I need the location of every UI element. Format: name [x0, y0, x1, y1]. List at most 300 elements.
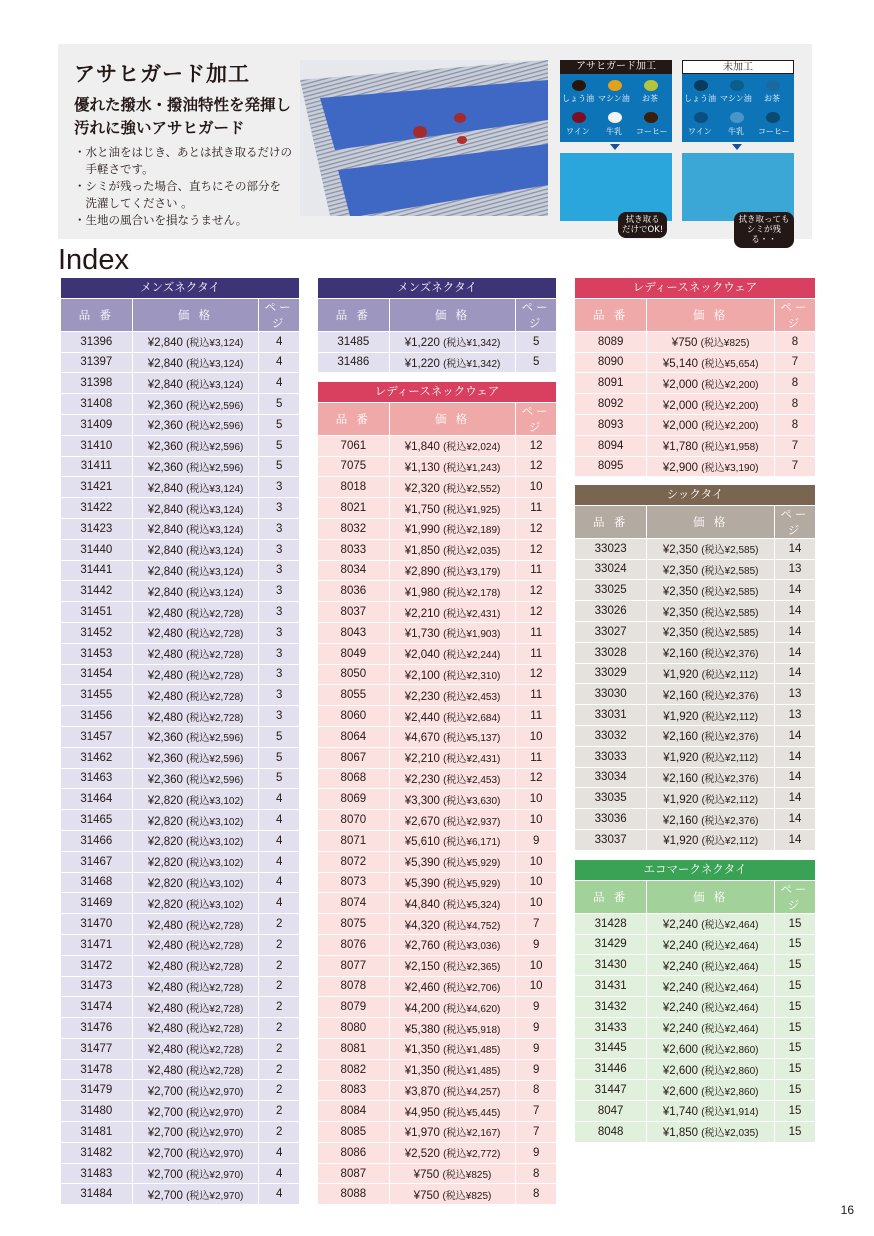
- item-price: [132, 643, 259, 664]
- item-code: 33034: [575, 767, 647, 788]
- page-number: 16: [840, 1203, 854, 1217]
- catalog-page: 3: [259, 518, 300, 539]
- item-code: 8076: [318, 934, 390, 955]
- price-with-tax: (税込¥2,772): [443, 1149, 501, 1161]
- promo-bullet: 洗濯してください 。: [74, 196, 193, 210]
- price-value: ¥2,820: [147, 815, 183, 828]
- item-price: [647, 1121, 775, 1142]
- item-price: [647, 1017, 775, 1038]
- table-row: [318, 685, 557, 706]
- price-value: ¥2,840: [147, 524, 183, 537]
- col-header-code: 品 番: [61, 298, 133, 331]
- price-value: ¥4,950: [404, 1106, 440, 1119]
- treated-result-line: だけでOK!: [622, 225, 664, 235]
- item-price: [132, 373, 259, 394]
- item-price: [389, 1142, 516, 1163]
- stain-label: ワイン: [566, 127, 590, 136]
- item-code: 33024: [575, 559, 647, 580]
- table-row: [575, 456, 816, 477]
- item-price: [647, 996, 775, 1017]
- catalog-page: 3: [259, 581, 300, 602]
- table-row: [318, 830, 557, 851]
- price-with-tax: (税込¥2,937): [443, 816, 501, 828]
- treated-label: アサヒガード加工: [560, 60, 672, 74]
- item-price: [389, 643, 516, 664]
- item-price: [647, 1059, 775, 1080]
- catalog-page: 10: [516, 976, 557, 997]
- table-row: [318, 664, 557, 685]
- price-value: ¥3,870: [404, 1085, 440, 1098]
- ladies-neckwear-table-2: [574, 277, 816, 477]
- item-price: [132, 747, 259, 768]
- price-value: ¥2,240: [662, 939, 699, 952]
- catalog-page: 3: [259, 477, 300, 498]
- item-price: [647, 788, 775, 809]
- catalog-page: 12: [516, 456, 557, 477]
- item-code: 31445: [575, 1038, 647, 1059]
- untreated-label: 未加工: [682, 60, 794, 74]
- price-with-tax: (税込¥1,342): [443, 338, 501, 350]
- price-value: ¥2,700: [147, 1169, 183, 1182]
- table-row: [61, 1184, 300, 1205]
- item-code: 31456: [61, 706, 133, 727]
- table-row: [318, 997, 557, 1018]
- price-value: ¥2,100: [404, 669, 440, 682]
- price-with-tax: (税込¥2,728): [186, 1024, 244, 1036]
- stain-label: 牛乳: [606, 127, 622, 136]
- price-with-tax: (税込¥2,596): [186, 733, 244, 745]
- price-value: ¥2,840: [147, 586, 183, 599]
- price-value: ¥2,600: [662, 1085, 699, 1098]
- index-title: Index: [58, 244, 129, 276]
- item-price: [132, 768, 259, 789]
- table-row: [575, 1059, 816, 1080]
- price-with-tax: (税込¥825): [442, 1190, 492, 1202]
- table-header-row: [61, 298, 300, 331]
- tea-drop: [644, 80, 658, 91]
- price-with-tax: (税込¥2,112): [701, 836, 759, 848]
- table-row: [61, 851, 300, 872]
- price-with-tax: (税込¥2,112): [701, 794, 759, 806]
- col-header-page: ページ: [516, 298, 557, 331]
- price-value: ¥2,360: [147, 773, 183, 786]
- price-value: ¥2,840: [147, 337, 183, 350]
- price-with-tax: (税込¥2,860): [701, 1086, 759, 1098]
- catalog-page: 8: [775, 331, 816, 352]
- table-row: [318, 851, 557, 872]
- catalog-page: 5: [259, 768, 300, 789]
- item-code: 33029: [575, 663, 647, 684]
- item-code: 8080: [318, 1018, 390, 1039]
- table-row: [61, 664, 300, 685]
- item-price: [647, 705, 775, 726]
- catalog-page: 14: [775, 809, 816, 830]
- price-value: ¥2,480: [147, 1065, 183, 1078]
- item-code: 31422: [61, 498, 133, 519]
- catalog-page: 11: [516, 643, 557, 664]
- item-code: 8043: [318, 622, 390, 643]
- price-value: ¥2,160: [662, 772, 699, 785]
- item-price: [132, 934, 259, 955]
- item-code: 31477: [61, 1038, 133, 1059]
- table-row: [575, 996, 816, 1017]
- table-row: [318, 435, 557, 456]
- table-row: [61, 1080, 300, 1101]
- item-code: 31451: [61, 602, 133, 623]
- catalog-page: 15: [775, 1121, 816, 1142]
- item-code: 8084: [318, 1101, 390, 1122]
- price-with-tax: (税込¥2,728): [186, 920, 244, 932]
- price-value: ¥2,480: [147, 919, 183, 932]
- item-code: 31454: [61, 664, 133, 685]
- price-value: ¥2,480: [147, 1002, 183, 1015]
- promo-bullet: ・生地の風合いを損なうません。: [74, 213, 248, 227]
- item-code: 31455: [61, 685, 133, 706]
- price-value: ¥750: [413, 1169, 440, 1182]
- price-with-tax: (税込¥2,970): [186, 1128, 244, 1140]
- price-with-tax: (税込¥2,970): [186, 1107, 244, 1119]
- price-value: ¥1,920: [663, 752, 699, 765]
- item-code: 31486: [318, 352, 390, 373]
- item-code: 31408: [61, 394, 133, 415]
- item-price: [132, 726, 259, 747]
- item-code: 31485: [318, 331, 390, 352]
- price-with-tax: (税込¥2,728): [186, 962, 244, 974]
- item-code: 31480: [61, 1101, 133, 1122]
- item-price: [389, 435, 516, 456]
- price-with-tax: (税込¥2,585): [701, 545, 759, 557]
- price-with-tax: (税込¥2,464): [701, 940, 759, 952]
- price-value: ¥1,850: [404, 545, 440, 558]
- table-caption: レディースネックウェア: [318, 382, 557, 403]
- catalog-page: 7: [775, 352, 816, 373]
- item-price: [132, 1122, 259, 1143]
- price-value: ¥2,480: [147, 649, 183, 662]
- stain-label: しょう油: [562, 94, 594, 103]
- catalog-page: 10: [516, 872, 557, 893]
- table-row: [575, 934, 816, 955]
- item-price: [132, 560, 259, 581]
- catalog-page: 15: [775, 1017, 816, 1038]
- price-with-tax: (税込¥2,024): [443, 442, 501, 454]
- mens-tie-table: [60, 277, 300, 1205]
- item-code: 31421: [61, 477, 133, 498]
- table-row: [318, 602, 557, 623]
- table-row: [61, 810, 300, 831]
- price-value: ¥5,390: [404, 877, 440, 890]
- catalog-page: 7: [516, 914, 557, 935]
- untreated-result-image: [682, 153, 794, 221]
- item-code: 31470: [61, 914, 133, 935]
- item-code: 8074: [318, 893, 390, 914]
- table-row: [575, 746, 816, 767]
- item-code: 31440: [61, 539, 133, 560]
- promo-bullet: ・水と油をはじき、あとは拭き取るだけの: [74, 145, 293, 159]
- catalog-page: 2: [259, 1018, 300, 1039]
- price-with-tax: (税込¥4,620): [443, 1003, 501, 1015]
- item-code: 31484: [61, 1184, 133, 1205]
- item-code: 8033: [318, 539, 390, 560]
- catalog-page: 14: [775, 788, 816, 809]
- table-row: [575, 538, 816, 559]
- chic-tie-table: [574, 484, 816, 851]
- table-row: [318, 747, 557, 768]
- item-price: [132, 1184, 259, 1205]
- catalog-page: 2: [259, 976, 300, 997]
- price-with-tax: (税込¥2,970): [186, 1170, 244, 1182]
- catalog-page: 12: [516, 581, 557, 602]
- price-with-tax: (税込¥2,728): [186, 941, 244, 953]
- catalog-page: 8: [516, 1163, 557, 1184]
- catalog-page: 5: [259, 456, 300, 477]
- table-row: [575, 684, 816, 705]
- item-code: 31469: [61, 893, 133, 914]
- price-value: ¥2,480: [147, 711, 183, 724]
- catalog-page: 2: [259, 1080, 300, 1101]
- price-value: ¥1,920: [663, 668, 699, 681]
- price-with-tax: (税込¥5,324): [443, 899, 501, 911]
- catalog-page: 7: [516, 1101, 557, 1122]
- catalog-page: 4: [259, 331, 300, 352]
- item-price: [647, 538, 775, 559]
- table-row: [318, 498, 557, 519]
- col-header-price: 価 格: [389, 298, 516, 331]
- machine-oil-drop: [730, 80, 744, 91]
- item-price: [132, 664, 259, 685]
- table-row: [575, 373, 816, 394]
- item-price: [389, 1038, 516, 1059]
- price-with-tax: (税込¥4,752): [443, 920, 501, 932]
- catalog-page: 8: [775, 373, 816, 394]
- item-code: 31409: [61, 414, 133, 435]
- price-with-tax: (税込¥2,728): [186, 1066, 244, 1078]
- item-price: [647, 414, 775, 435]
- price-value: ¥2,360: [147, 732, 183, 745]
- item-price: [647, 559, 775, 580]
- item-code: 31468: [61, 872, 133, 893]
- table-row: [575, 829, 816, 850]
- item-code: 8064: [318, 726, 390, 747]
- item-code: 8089: [575, 331, 647, 352]
- catalog-page: 4: [259, 373, 300, 394]
- item-price: [389, 955, 516, 976]
- price-value: ¥2,210: [404, 607, 440, 620]
- catalog-page: 4: [259, 1163, 300, 1184]
- item-price: [389, 602, 516, 623]
- catalog-page: 9: [516, 997, 557, 1018]
- catalog-page: 14: [775, 663, 816, 684]
- item-code: 33026: [575, 601, 647, 622]
- item-code: 31478: [61, 1059, 133, 1080]
- item-code: 31481: [61, 1122, 133, 1143]
- item-price: [389, 477, 516, 498]
- price-with-tax: (税込¥2,596): [186, 754, 244, 766]
- item-code: 8047: [575, 1100, 647, 1121]
- price-value: ¥2,840: [147, 565, 183, 578]
- item-price: [389, 810, 516, 831]
- item-price: [132, 1018, 259, 1039]
- price-value: ¥1,130: [404, 461, 440, 474]
- item-code: 8071: [318, 830, 390, 851]
- stain-label: お茶: [642, 94, 658, 103]
- price-with-tax: (税込¥1,903): [443, 629, 501, 641]
- catalog-page: 8: [516, 1080, 557, 1101]
- item-code: 31410: [61, 435, 133, 456]
- item-code: 31465: [61, 810, 133, 831]
- promo-headline-line: 優れた撥水・撥油特性を発揮し: [74, 96, 292, 114]
- catalog-page: 10: [516, 477, 557, 498]
- col-header-price: 価 格: [647, 505, 775, 538]
- item-code: 8088: [318, 1184, 390, 1205]
- promo-headline: [74, 94, 291, 140]
- table-caption: レディースネックウェア: [575, 278, 816, 299]
- catalog-page: 3: [259, 560, 300, 581]
- price-value: ¥2,320: [404, 482, 440, 495]
- price-value: ¥5,610: [404, 836, 440, 849]
- price-with-tax: (税込¥1,342): [443, 358, 501, 370]
- price-with-tax: (税込¥3,102): [186, 878, 244, 890]
- item-price: [132, 1059, 259, 1080]
- item-code: 31476: [61, 1018, 133, 1039]
- price-value: ¥2,700: [147, 1189, 183, 1202]
- price-with-tax: (税込¥2,431): [443, 754, 501, 766]
- price-with-tax: (税込¥2,464): [701, 1003, 759, 1015]
- item-code: 31479: [61, 1080, 133, 1101]
- item-price: [647, 456, 775, 477]
- price-value: ¥2,240: [662, 1023, 699, 1036]
- item-price: [389, 1122, 516, 1143]
- table-row: [318, 1101, 557, 1122]
- item-code: 8075: [318, 914, 390, 935]
- catalog-page: 9: [516, 830, 557, 851]
- item-price: [132, 622, 259, 643]
- price-with-tax: (税込¥2,596): [186, 774, 244, 786]
- table-row: [61, 914, 300, 935]
- catalog-page: 10: [516, 726, 557, 747]
- item-price: [132, 498, 259, 519]
- item-price: [389, 622, 516, 643]
- table-row: [61, 435, 300, 456]
- catalog-page: 11: [516, 560, 557, 581]
- price-with-tax: (税込¥3,124): [186, 338, 244, 350]
- stain-label: しょう油: [684, 94, 716, 103]
- item-price: [647, 642, 775, 663]
- item-code: 8070: [318, 810, 390, 831]
- catalog-page: 13: [775, 684, 816, 705]
- item-code: 8077: [318, 955, 390, 976]
- item-code: 8036: [318, 581, 390, 602]
- treated-result-line: 拭き取る: [625, 215, 660, 225]
- down-arrow-icon: [732, 144, 742, 150]
- item-price: [389, 1163, 516, 1184]
- price-value: ¥2,700: [147, 1148, 183, 1161]
- item-code: 8050: [318, 664, 390, 685]
- soy-sauce-drop: [572, 80, 586, 91]
- catalog-page: 15: [775, 1100, 816, 1121]
- table-row: [318, 456, 557, 477]
- table-row: [575, 788, 816, 809]
- price-value: ¥2,480: [147, 607, 183, 620]
- item-code: 33028: [575, 642, 647, 663]
- catalog-page: 15: [775, 955, 816, 976]
- price-value: ¥2,480: [147, 940, 183, 953]
- col-header-page: ページ: [516, 402, 557, 435]
- item-price: [647, 913, 775, 934]
- item-code: 8078: [318, 976, 390, 997]
- price-value: ¥2,360: [147, 441, 183, 454]
- table-row: [575, 1080, 816, 1101]
- item-price: [389, 726, 516, 747]
- catalog-page: 3: [259, 602, 300, 623]
- item-code: 8072: [318, 851, 390, 872]
- catalog-page: 14: [775, 725, 816, 746]
- item-code: 31442: [61, 581, 133, 602]
- price-value: ¥2,840: [147, 503, 183, 516]
- table-row: [61, 477, 300, 498]
- price-with-tax: (税込¥2,464): [701, 920, 759, 932]
- catalog-page: 8: [775, 414, 816, 435]
- item-price: [389, 872, 516, 893]
- item-code: 31428: [575, 913, 647, 934]
- price-with-tax: (税込¥2,167): [443, 1128, 501, 1140]
- catalog-page: 15: [775, 996, 816, 1017]
- price-with-tax: (税込¥3,124): [186, 379, 244, 391]
- price-with-tax: (税込¥3,179): [443, 566, 501, 578]
- catalog-page: 9: [516, 1142, 557, 1163]
- item-code: 8021: [318, 498, 390, 519]
- price-with-tax: (税込¥3,124): [186, 566, 244, 578]
- item-price: [389, 664, 516, 685]
- table-header-row: [318, 402, 557, 435]
- table-caption: エコマークネクタイ: [575, 860, 816, 881]
- item-price: [389, 581, 516, 602]
- item-price: [389, 1059, 516, 1080]
- catalog-page: 2: [259, 914, 300, 935]
- item-price: [132, 914, 259, 935]
- item-code: 8060: [318, 706, 390, 727]
- item-code: 33031: [575, 705, 647, 726]
- tea-drop: [766, 80, 780, 91]
- item-price: [647, 394, 775, 415]
- col-header-code: 品 番: [318, 402, 390, 435]
- catalog-page: 2: [259, 1122, 300, 1143]
- price-with-tax: (税込¥2,860): [701, 1044, 759, 1056]
- table-row: [318, 1184, 557, 1205]
- price-with-tax: (税込¥2,112): [701, 753, 759, 765]
- price-with-tax: (税込¥1,485): [443, 1045, 501, 1057]
- table-row: [318, 1018, 557, 1039]
- item-price: [132, 851, 259, 872]
- price-value: ¥2,820: [147, 877, 183, 890]
- price-with-tax: (税込¥2,112): [701, 711, 759, 723]
- col-header-page: ページ: [775, 880, 816, 913]
- catalog-page: 12: [516, 768, 557, 789]
- catalog-page: 3: [259, 498, 300, 519]
- item-price: [389, 456, 516, 477]
- item-code: 8068: [318, 768, 390, 789]
- price-value: ¥2,900: [662, 461, 699, 474]
- price-with-tax: (税込¥2,596): [186, 442, 244, 454]
- table-row: [61, 747, 300, 768]
- table-row: [575, 414, 816, 435]
- catalog-page: 4: [259, 810, 300, 831]
- price-value: ¥2,840: [147, 482, 183, 495]
- item-price: [389, 352, 516, 373]
- catalog-page: 12: [516, 435, 557, 456]
- price-value: ¥1,990: [404, 524, 440, 537]
- catalog-page: 8: [775, 394, 816, 415]
- item-code: 33037: [575, 829, 647, 850]
